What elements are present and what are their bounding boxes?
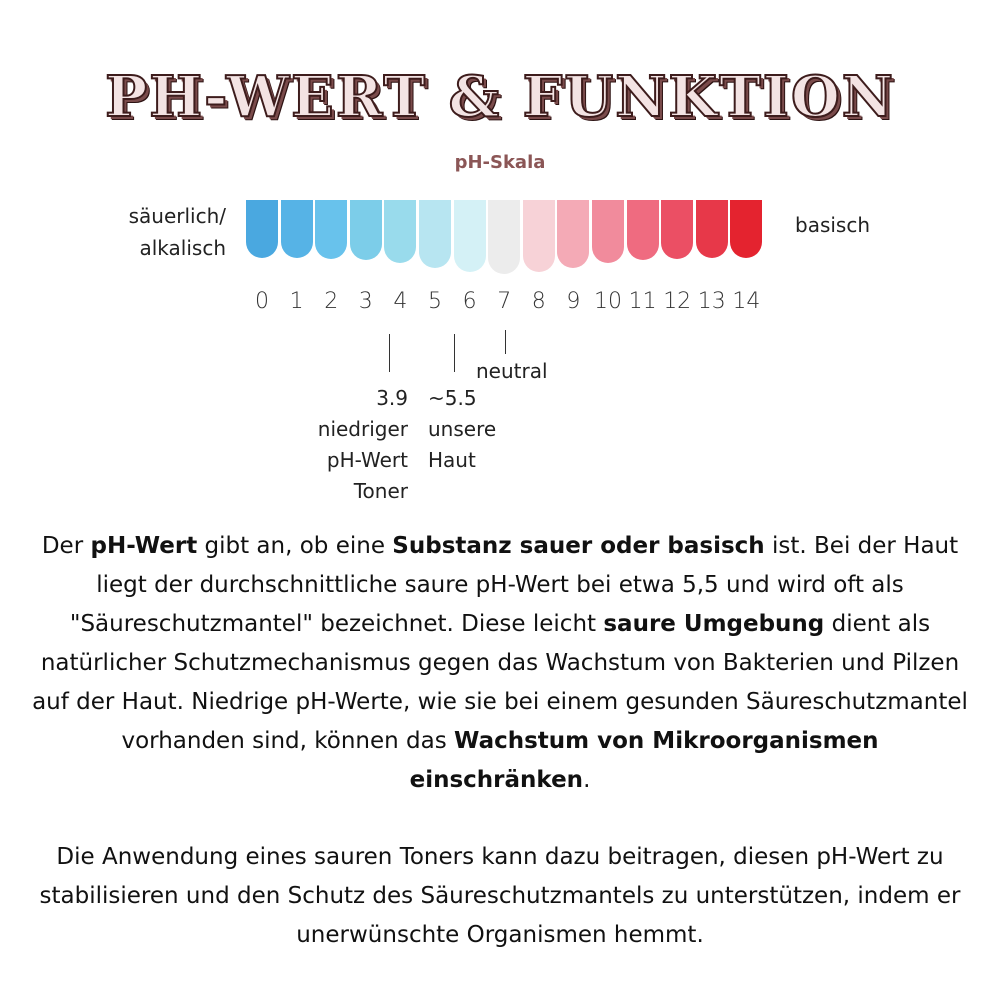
ph-number-0: 0	[255, 289, 269, 314]
scale-left-label	[100, 200, 226, 264]
ph-cell-5	[419, 200, 451, 268]
ph-number-3: 3	[358, 289, 373, 314]
paragraph-text: ist. Bei der Haut liegt der durchschnittliche saure pH-Wert bei etwa 5,5 und wird oft als "Säureschutzmantel" bezeichnet. Diese leicht	[69, 533, 959, 637]
toner-paragraph: Die Anwendung eines sauren Toners kann dazu beitragen, diesen pH-Wert zu stabilisieren und den Schutz des Säureschutzmantels zu unterstützen, indem er unerwünschte Organismen hemmt.	[39, 844, 961, 948]
neutral-label: neutral	[476, 359, 548, 383]
skin-annotation	[428, 383, 496, 476]
ph-cell-2	[315, 200, 347, 259]
ph-number-10: 10	[594, 289, 622, 314]
scale-left-label-line1: säuerlich/	[128, 204, 226, 228]
toner-annotation	[290, 383, 408, 507]
ph-cell-13	[696, 200, 728, 258]
paragraph-text: dient als natürlicher Schutzmechanismus gegen das Wachstum von Bakterien und Pilzen auf der Haut. Niedrige pH-Werte, wie sie bei einem gesunden Säureschutzmantel vorhanden sind, können das	[32, 611, 968, 754]
ph-number-6: 6	[462, 289, 477, 314]
explanation-paragraph	[30, 527, 970, 800]
ph-cell-6	[454, 200, 486, 272]
scale-left-label-line2: alkalisch	[139, 236, 226, 260]
ph-number-13: 13	[697, 289, 726, 314]
page-title: PH-WERT & FUNKTION	[105, 64, 895, 130]
scale-right-label: basisch	[795, 213, 871, 237]
emphasis-text: Wachstum von Mikroorganismen einschränken	[409, 728, 879, 793]
ph-cell-14	[730, 200, 762, 258]
ph-number-11: 11	[628, 289, 657, 314]
ph-cell-8	[523, 200, 555, 272]
toner-tick	[389, 334, 390, 372]
ph-cell-9	[557, 200, 589, 268]
ph-cell-11	[627, 200, 659, 260]
ph-cell-3	[350, 200, 382, 260]
ph-number-4: 4	[393, 289, 408, 314]
ph-cell-10	[592, 200, 624, 263]
skin-line2: Haut	[428, 448, 476, 472]
toner-line1: niedriger	[317, 417, 408, 441]
ph-scale-bar	[246, 200, 766, 280]
ph-cell-4	[384, 200, 416, 263]
paragraph-text: .	[583, 767, 591, 793]
skin-tick	[454, 334, 455, 372]
paragraph-text: Der	[41, 533, 91, 559]
skin-value: ~5.5	[428, 386, 477, 410]
toner-line3: Toner	[353, 479, 408, 503]
ph-cell-7	[488, 200, 520, 274]
toner-value: 3.9	[376, 386, 408, 410]
neutral-tick	[505, 330, 506, 354]
skin-line1: unsere	[428, 417, 497, 441]
ph-number-1: 1	[289, 289, 304, 314]
ph-number-12: 12	[663, 289, 692, 314]
ph-number-5: 5	[428, 289, 442, 314]
ph-number-2: 2	[324, 289, 339, 314]
ph-number-9: 9	[566, 289, 581, 314]
scale-subtitle: pH-Skala	[454, 152, 546, 173]
emphasis-text: saure Umgebung	[603, 611, 825, 637]
emphasis-text: Substanz sauer oder basisch	[392, 533, 765, 559]
emphasis-text: pH-Wert	[90, 533, 198, 559]
ph-cell-1	[281, 200, 313, 258]
ph-number-7: 7	[497, 289, 512, 314]
toner-line2: pH-Wert	[326, 448, 408, 472]
paragraph-text: gibt an, ob eine	[197, 533, 393, 559]
ph-number-14: 14	[732, 289, 761, 314]
ph-number-8: 8	[531, 289, 546, 314]
ph-cell-12	[661, 200, 693, 259]
ph-cell-0	[246, 200, 278, 258]
